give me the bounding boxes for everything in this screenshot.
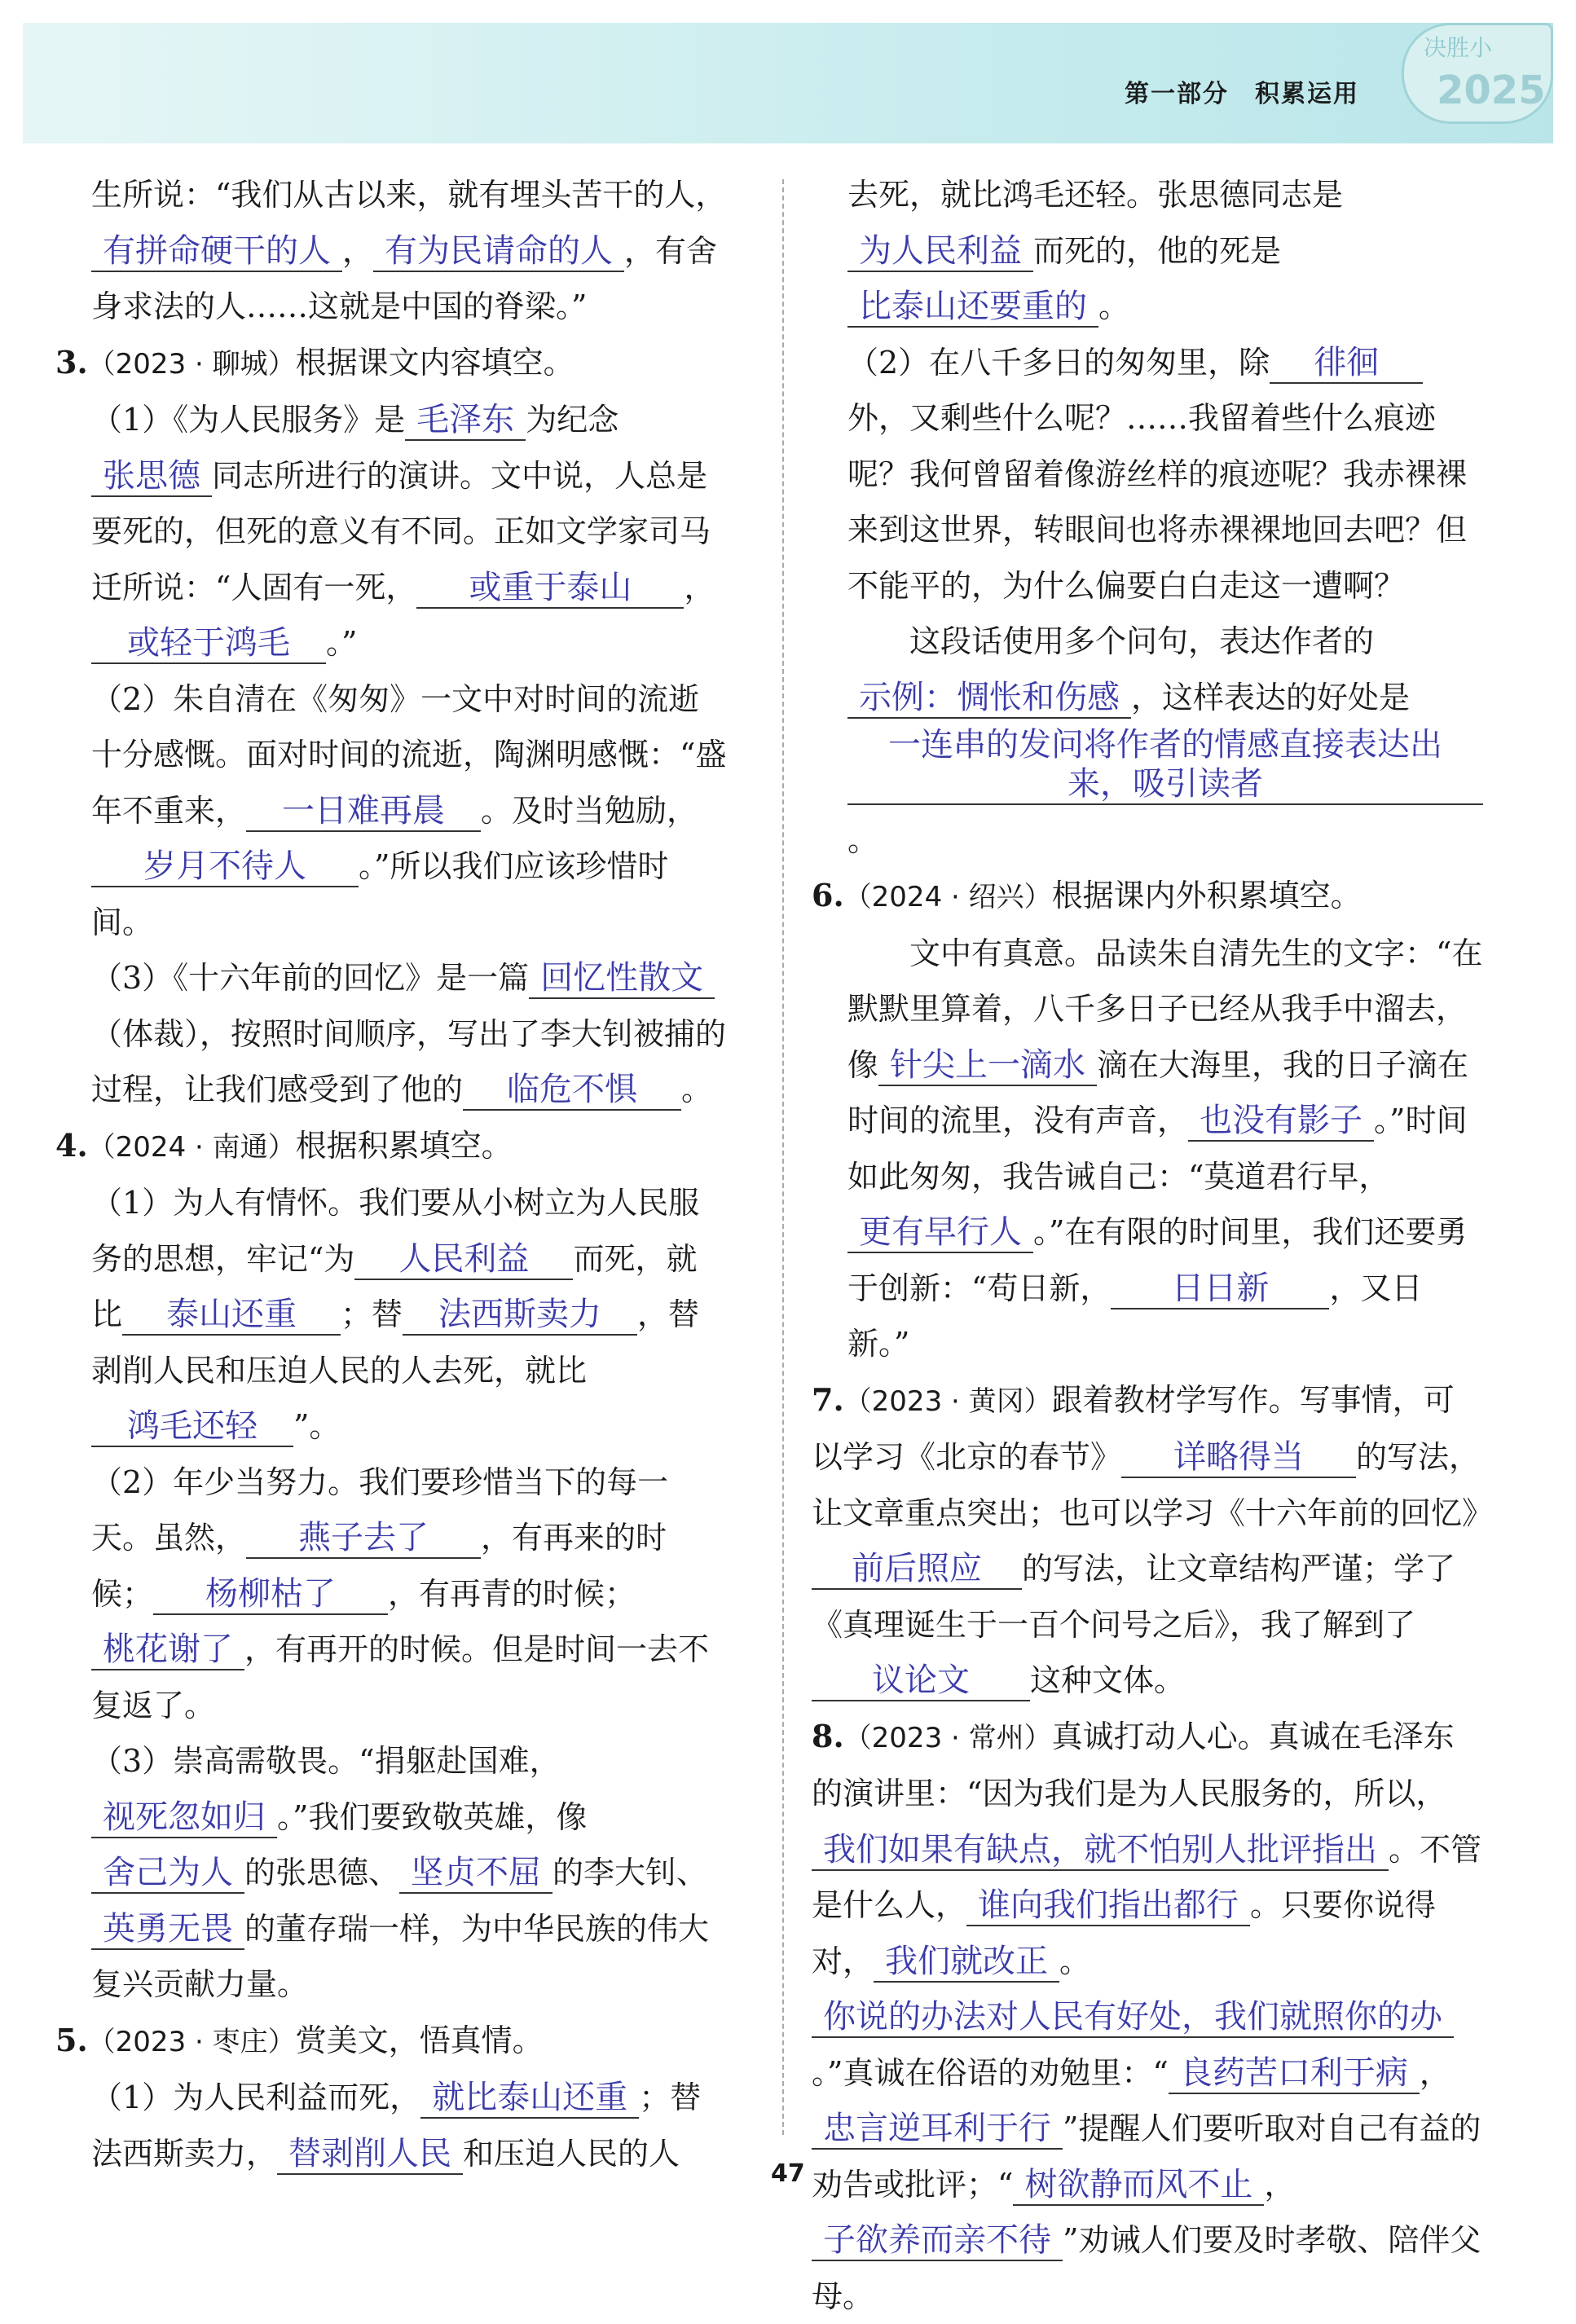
page-number: 47 <box>771 2159 805 2188</box>
answer-blank: 我们就改正 <box>874 1942 1059 1983</box>
answer-blank: 替剥削人民 <box>277 2134 463 2175</box>
answer-blank: 人民利益 <box>354 1239 573 1280</box>
answer-blank: 鸿毛还轻 <box>91 1406 293 1447</box>
question-4-header: 4.（2024 · 南通）根据积累填空。 <box>55 1118 727 1176</box>
answer-blank: 子欲养而亲不待 <box>812 2221 1063 2261</box>
answer-blank: 详略得当 <box>1121 1437 1356 1478</box>
answer-blank: 前后照应 <box>812 1549 1022 1590</box>
right-column <box>847 167 1483 2324</box>
answer-blank: 有拼命硬干的人 <box>91 231 342 272</box>
brand-badge <box>1402 23 1553 124</box>
section-title: 第一部分 积累运用 <box>1125 73 1359 109</box>
question-4-part-2: （2）年少当努力。我们要珍惜当下的每一天。虽然， 燕子去了 ，有再来的时候； 杨柳枯了 ，有再青的时候；桃花谢了 ，有再开的时候。但是时间一去不复返了。 <box>91 1455 727 1734</box>
answer-blank: 岁月不待人 <box>91 847 359 887</box>
answer-blank: 我们如果有缺点，就不怕别人批评指出 <box>812 1830 1389 1871</box>
answer-blank: 一日难再晨 <box>246 791 481 832</box>
question-4-part-1: （1）为人有情怀。我们要从小树立为人民服务的思想，牢记“为 人民利益 而死，就比 泰山还重 ；替 法西斯卖力 ，替剥削人民和压迫人民的人去死，就比鸿毛还轻 ”。 <box>91 1175 727 1455</box>
answer-blank: 法西斯卖力 <box>403 1295 637 1336</box>
answer-blank: 坚贞不屈 <box>399 1853 552 1894</box>
left-column <box>91 167 727 2181</box>
column-divider <box>782 179 784 2135</box>
answer-blank: 议论文 <box>812 1661 1030 1701</box>
answer-blank: 你说的办法对人民有好处，我们就照你的办 <box>812 1997 1454 2038</box>
question-4-part-3: （3）崇高需敬畏。“捐躯赴国难，视死忽如归 。”我们要致敬英雄，像舍己为人 的张思德、 坚贞不屈 的李大钊、英勇无畏 的董存瑞一样，为中华民族的伟大复兴贡献力量。 <box>91 1733 727 2013</box>
answer-blank: 一连串的发问将作者的情感直接表达出来，吸引读者 <box>847 725 1483 805</box>
question-3-part-2: （2）朱自清在《匆匆》一文中对时间的流逝十分感慨。面对时间的流逝，陶渊明感慨：“盛年不重来， 一日难再晨 。及时当勉励，岁月不待人 。”所以我们应该珍惜时间。 <box>91 671 727 951</box>
question-5-part-1: （1）为人民利益而死， 就比泰山还重 ；替法西斯卖力， 替剥削人民 和压迫人民的人 <box>91 2070 727 2181</box>
answer-blank: 为人民利益 <box>847 231 1033 272</box>
question-5-header: 5.（2023 · 枣庄）赏美文，悟真情。 <box>55 2013 727 2071</box>
answer-blank: 针尖上一滴水 <box>878 1045 1097 1086</box>
question-5-continued: 去死，就比鸿毛还轻。张思德同志是为人民利益 而死的，他的死是比泰山还要重的 。 <box>847 167 1483 335</box>
answer-blank: 忠言逆耳利于行 <box>812 2109 1063 2150</box>
intro-paragraph: 生所说：“我们从古以来，就有埋头苦干的人，有拼命硬干的人 ， 有为民请命的人 ，有舍身求法的人……这就是中国的脊梁。” <box>91 167 727 335</box>
question-3-part-1: （1）《为人民服务》是 毛泽东 为纪念张思德 同志所进行的演讲。文中说，人总是要死的，但死的意义有不同。正如文学家司马迁所说：“人固有一死， 或重于泰山 ，或轻于鸿毛 。” <box>91 392 727 671</box>
question-3-part-3: （3）《十六年前的回忆》是一篇 回忆性散文（体裁），按照时间顺序，写出了李大钊被捕的过程，让我们感受到了他的 临危不惧 。 <box>91 950 727 1118</box>
answer-blank: 回忆性散文 <box>529 958 715 999</box>
answer-blank: 泰山还重 <box>122 1295 341 1336</box>
answer-blank: 有为民请命的人 <box>373 231 624 272</box>
answer-blank: 张思德 <box>91 456 212 497</box>
question-5-analysis: 这段话使用多个问句，表达作者的示例：惆怅和伤感 ，这样表达的好处是一连串的发问将作者的情感直接表达出来，吸引读者。 <box>847 614 1483 868</box>
answer-blank: 舍己为人 <box>91 1853 244 1894</box>
answer-blank: 英勇无畏 <box>91 1909 244 1950</box>
answer-blank: 示例：惆怅和伤感 <box>847 678 1131 719</box>
answer-blank: 也没有影子 <box>1188 1101 1374 1142</box>
answer-blank: 临危不惧 <box>463 1070 681 1111</box>
answer-blank: 更有早行人 <box>847 1213 1033 1253</box>
answer-blank: 杨柳枯了 <box>153 1574 388 1615</box>
badge-text: 决胜小 <box>1424 30 1492 63</box>
question-8: 8.（2023 · 常州）真诚打动人心。真诚在毛泽东的演讲里：“因为我们是为人民服务的，所以，我们如果有缺点，就不怕别人批评指出 。不管是什么人， 谁向我们指出都行 。只要你说得对， 我们就改正 。你说的办法对人民有好处，我们就照你的办。”真诚在俗语的劝勉里：“ 良药苦口利于病 ，忠言逆耳利于行 ”提醒人们要听取对自己有益的劝告或批评；“ 树欲静而风不止 ，子欲养而亲不待 ”劝诫人们要及时孝敬、陪伴父母。 <box>812 1709 1483 2324</box>
answer-blank: 或重于泰山 <box>416 568 684 609</box>
question-7: 7.（2023 · 黄冈）跟着教材学写作。写事情，可以学习《北京的春节》 详略得当 的写法，让文章重点突出；也可以学习《十六年前的回忆》前后照应 的写法，让文章结构严谨；学了《真理诞生于一百个问号之后》，我了解到了议论文 这种文体。 <box>812 1372 1483 1709</box>
question-6-header: 6.（2024 · 绍兴）根据课内外积累填空。 <box>812 868 1483 926</box>
answer-blank: 或轻于鸿毛 <box>91 623 326 664</box>
answer-blank: 谁向我们指出都行 <box>966 1886 1250 1926</box>
answer-blank: 桃花谢了 <box>91 1630 244 1670</box>
answer-blank: 良药苦口利于病 <box>1169 2053 1420 2094</box>
answer-blank: 比泰山还要重的 <box>847 287 1098 328</box>
badge-year: 2025 <box>1437 68 1546 113</box>
answer-blank: 日日新 <box>1111 1269 1329 1309</box>
answer-blank: 视死忽如归 <box>91 1798 277 1838</box>
answer-blank: 燕子去了 <box>246 1518 481 1559</box>
question-5-part-2: （2）在八千多日的匆匆里，除 徘徊外，又剩些什么呢？……我留着些什么痕迹呢？我何曾留着像游丝样的痕迹呢？我赤裸裸来到这世界，转眼间也将赤裸裸地回去吧？但不能平的，为什么偏要白白走这一遭啊？ <box>847 335 1483 614</box>
question-6-body: 文中有真意。品读朱自清先生的文字：“在默默里算着，八千多日子已经从我手中溜去，像 针尖上一滴水 滴在大海里，我的日子滴在时间的流里，没有声音， 也没有影子 。”时间如此匆匆，我告诫自己：“莫道君行早，更有早行人 。”在有限的时间里，我们还要勇于创新：“苟日新， 日日新 ，又日新。” <box>847 926 1483 1372</box>
question-3-header: 3.（2023 · 聊城）根据课文内容填空。 <box>55 335 727 393</box>
answer-blank: 就比泰山还重 <box>420 2078 639 2119</box>
answer-blank: 毛泽东 <box>405 400 526 441</box>
answer-blank: 树欲静而风不止 <box>1013 2165 1264 2206</box>
answer-blank: 徘徊 <box>1270 343 1423 384</box>
